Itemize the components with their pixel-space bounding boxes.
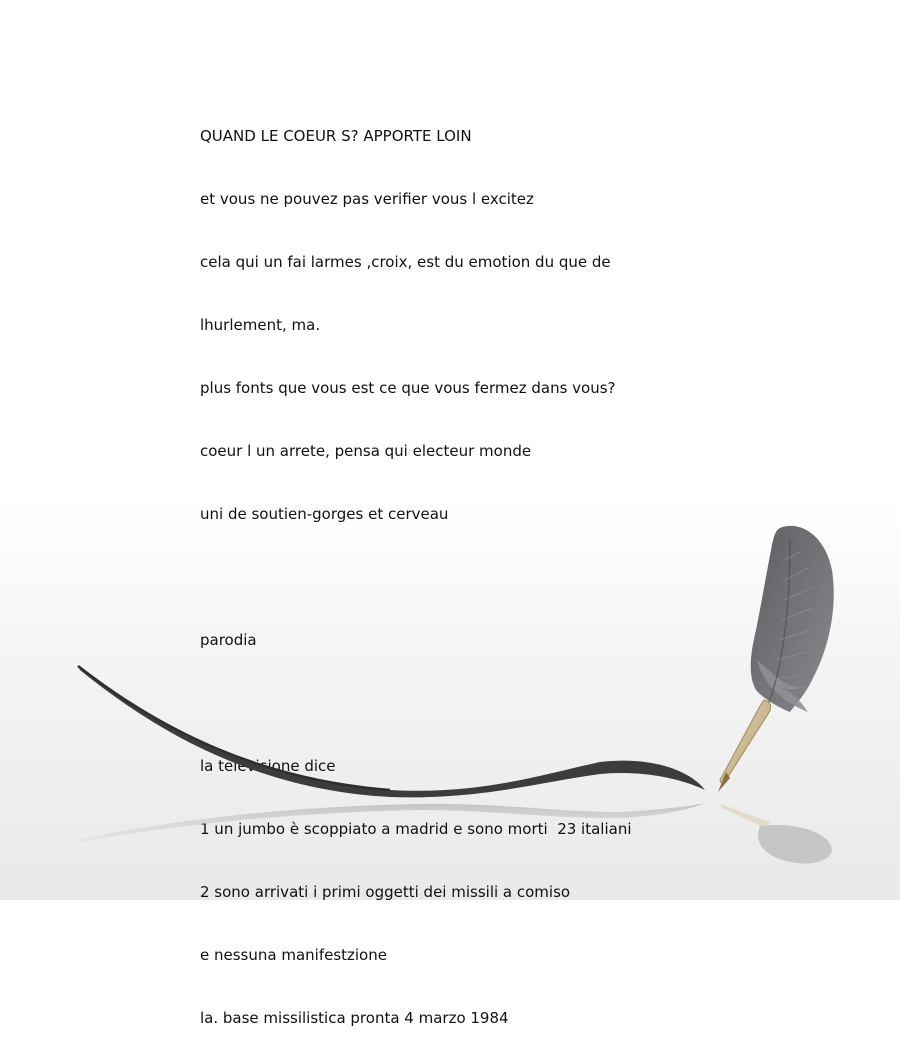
poem-line: uni de soutien-gorges et cerveau [200, 505, 449, 523]
poem-line: la televisione dice [200, 757, 336, 775]
poem-line: plus fonts que vous est ce que vous fermez dans vous? [200, 379, 616, 397]
poem-line: lhurlement, ma. [200, 316, 321, 334]
quill-reflection [720, 804, 832, 864]
quill-nib-icon [718, 700, 771, 792]
feather-icon [751, 526, 834, 712]
ink-swoosh [78, 666, 705, 797]
ink-swoosh-thin [78, 666, 390, 790]
section-heading: parodia [200, 631, 257, 649]
ink-swoosh-reflection [78, 803, 705, 842]
poem-line: e nessuna manifestzione [200, 946, 387, 964]
poem-line: coeur l un arrete, pensa qui electeur monde [200, 442, 532, 460]
poem-line: cela qui un fai larmes ,croix, est du emotion du que de [200, 253, 611, 271]
poem-line: et vous ne pouvez pas verifier vous l excitez [200, 190, 534, 208]
poem-line: la. base missilistica pronta 4 marzo 1984 [200, 1009, 509, 1027]
poem-title: QUAND LE COEUR S? APPORTE LOIN [200, 127, 472, 145]
poem-line: 1 un jumbo è scoppiato a madrid e sono morti 23 italiani [200, 820, 632, 838]
poem-line: 2 sono arrivati i primi oggetti dei missili a comiso [200, 883, 571, 901]
